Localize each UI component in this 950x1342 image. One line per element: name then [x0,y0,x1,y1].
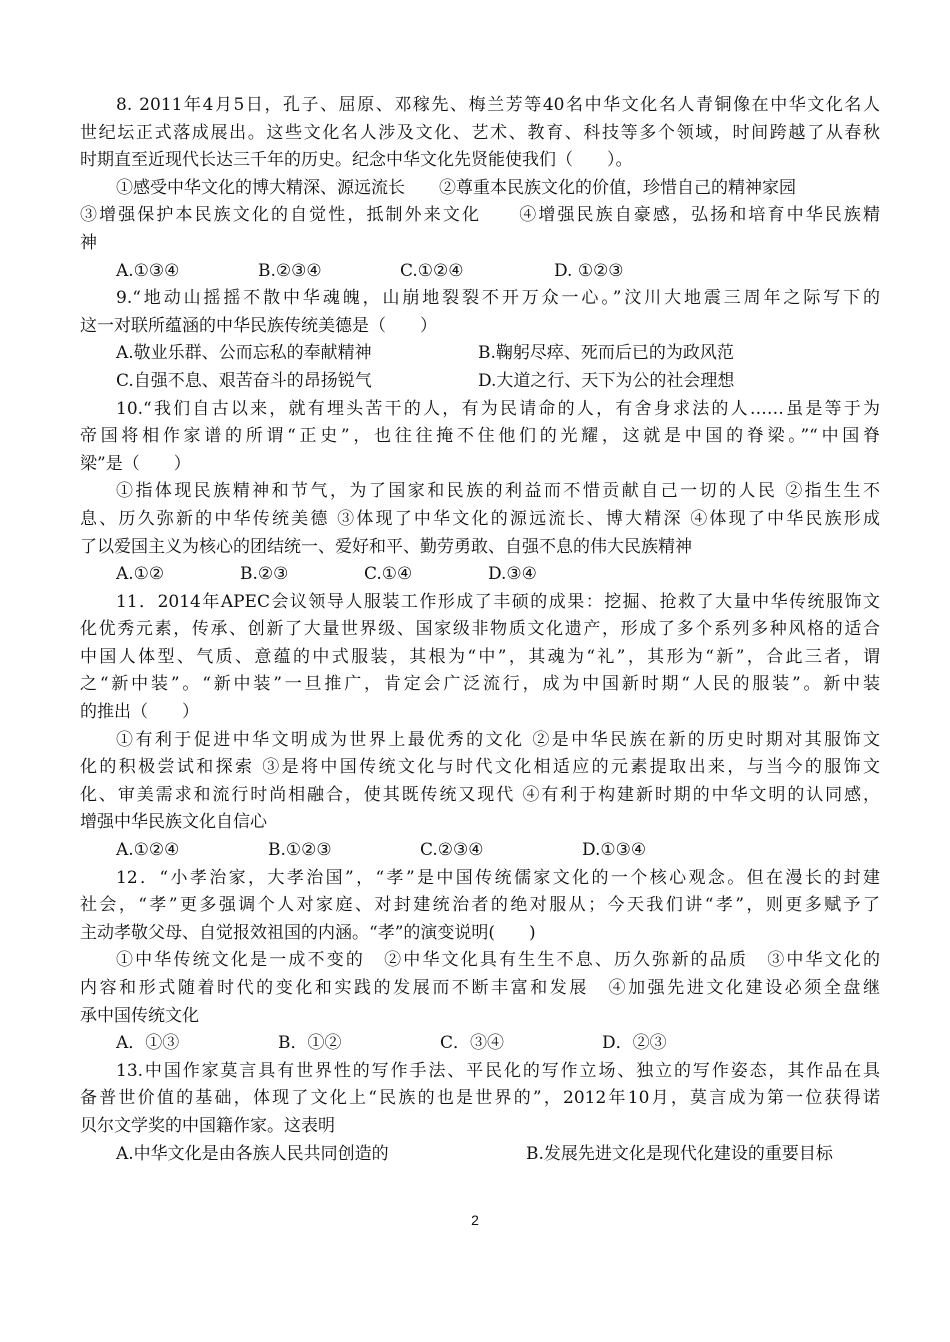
option-a: A.敬业乐群、公而忘私的奉献精神 [116,343,372,364]
statement-line: ③增强保护本民族文化的自觉性，抵制外来文化 ④增强民族自豪感，弘扬和培育中华民族精 [80,205,880,226]
answer-options [80,1141,880,1169]
option-c: C.自强不息、艰苦奋斗的昂扬锐气 [116,370,372,391]
option-a: A.①③④ [116,260,180,281]
question-stem-line: 社会，“孝”更多强调个人对家庭、对封建统治者的绝对服从；今天我们讲“孝”，则更多赋予了 [80,895,880,916]
option-b: B.发展先进文化是现代化建设的重要目标 [526,1143,833,1164]
question-10 [80,396,880,589]
option-b: B.②③④ [258,260,322,281]
statement-line: 了以爱国主义为核心的团结统一、爱好和平、勤劳勇敢、自强不息的伟大民族精神 [80,536,692,557]
question-8 [80,92,880,285]
question-stem-line: 8. 2011年4月5日，孔子、屈原、邓稼先、梅兰芳等40名中华文化名人青铜像在中华文化名人 [116,95,880,115]
statement-line: 化、审美需求和流行时尚相融合，使其既传统又现代 ④有利于构建新时期的中华文明的认同感， [80,784,880,805]
answer-options [80,368,880,396]
option-b: B.②③ [240,564,289,585]
option-d: D.大道之行、天下为公的社会理想 [478,370,735,391]
statement-line: 息、历久弥新的中华传统美德 ③体现了中华文化的源远流长、博大精深 ④体现了中华民族形成 [80,508,880,529]
option-a: A.①②④ [116,840,180,861]
question-11 [80,589,880,865]
option-c: C.②③④ [420,840,484,861]
answer-options [80,561,880,589]
answer-options [80,258,880,286]
option-b: B.①②③ [268,840,332,861]
option-a: A．①③ [116,1033,180,1054]
question-stem-line: 11．2014年APEC会议领导人服装工作形成了丰硕的成果：挖掘、抢救了大量中华传统服饰文 [116,591,880,612]
option-d: D.①③④ [582,840,647,861]
statement-line: ①感受中华文化的博大精深、源远流长 ②尊重本民族文化的价值，珍惜自己的精神家园 [116,177,796,198]
option-b: B.鞠躬尽瘁、死而后已的为政风范 [478,343,734,364]
question-stem-line: 帝国将相作家谱的所谓“正史”，也往往掩不住他们的光耀，这就是中国的脊梁。”“中国脊 [80,426,880,447]
statement-line: 增强中华民族文化自信心 [80,812,267,833]
answer-options [80,340,880,368]
option-a: A.中华文化是由各族人民共同创造的 [116,1143,389,1164]
statement-line: ①中华传统文化是一成不变的 ②中华文化具有生生不息、历久弥新的品质 ③中华文化的 [116,950,880,971]
statement-line: ①有利于促进中华文明成为世界上最优秀的文化 ②是中华民族在新的历史时期对其服饰文 [116,729,880,750]
question-stem-line: 的推出（ ） [80,702,199,723]
question-stem-line: 贝尔文学奖的中国籍作家。这表明 [80,1115,335,1136]
question-stem-line: 时期直至近现代长达三千年的历史。纪念中华文化先贤能使我们（ ）。 [80,150,633,171]
statement-line: 承中国传统文化 [80,1005,199,1026]
option-c: C.①④ [364,564,413,585]
option-d: D．②③ [602,1033,667,1054]
option-d: D.③④ [488,564,537,585]
statement-line: 内容和形式随着时代的变化和实践的发展而不断丰富和发展 ④加强先进文化建设必须全盘继 [80,978,880,998]
option-a: A.①② [116,564,165,585]
page-number: 2 [471,1212,479,1228]
question-9 [80,285,880,395]
option-b: B．①② [278,1033,342,1054]
answer-options [80,837,880,865]
question-stem-line: 10.“我们自古以来，就有埋头苦干的人，有为民请命的人，有舍身求法的人……虽是等于为 [116,398,880,419]
question-stem-line: 9.“地动山摇摇不散中华魂魄，山崩地裂裂不开万众一心。”汶川大地震三周年之际写下的 [116,288,880,309]
question-stem-line: 化优秀元素，传承、创新了大量世界级、国家级非物质文化遗产，形成了多个系列多种风格的适合 [80,619,880,640]
answer-options [80,1030,880,1058]
question-stem-line: 12．“小孝治家，大孝治国”，“孝”是中国传统儒家文化的一个核心观念。但在漫长的封建 [116,867,880,888]
question-stem-line: 备普世价值的基础，体现了文化上“民族的也是世界的”，2012年10月，莫言成为第一位获得诺 [80,1088,880,1109]
question-stem-line: 中国人体型、气质、意蕴的中式服装，其根为“中”，其魂为“礼”，其形为“新”，合此三者，谓 [80,646,880,667]
statement-line: 化的积极尝试和探索 ③是将中国传统文化与时代文化相适应的元素提取出来，与当今的服饰文 [80,757,880,778]
question-stem-line: 世纪坛正式落成展出。这些文化名人涉及文化、艺术、教育、科技等多个领域，时间跨越了从春秋 [80,122,880,143]
question-stem-line: 主动孝敬父母、自觉报效祖国的内涵。“孝”的演变说明( ) [80,922,536,943]
statement-line: ①指体现民族精神和节气，为了国家和民族的利益而不惜贡献自己一切的人民 ②指生生不 [116,481,880,502]
statement-line: 神 [80,232,97,253]
question-stem-line: 这一对联所蕴涵的中华民族传统美德是（ ） [80,315,437,336]
exam-page [80,92,880,1168]
option-d: D. ①②③ [554,260,624,281]
question-stem-line: 之“新中装”。“新中装”一旦推广，肯定会广泛流行，成为中国新时期“人民的服装”。新中装 [80,674,880,695]
question-stem-line: 梁”是（ ） [80,453,191,474]
question-stem-line: 13.中国作家莫言具有世界性的写作手法、平民化的写作立场、独立的写作姿态，其作品在具 [116,1060,880,1081]
question-12 [80,865,880,1058]
option-c: C．③④ [440,1033,505,1054]
question-13 [80,1058,880,1168]
option-c: C.①②④ [400,260,464,281]
